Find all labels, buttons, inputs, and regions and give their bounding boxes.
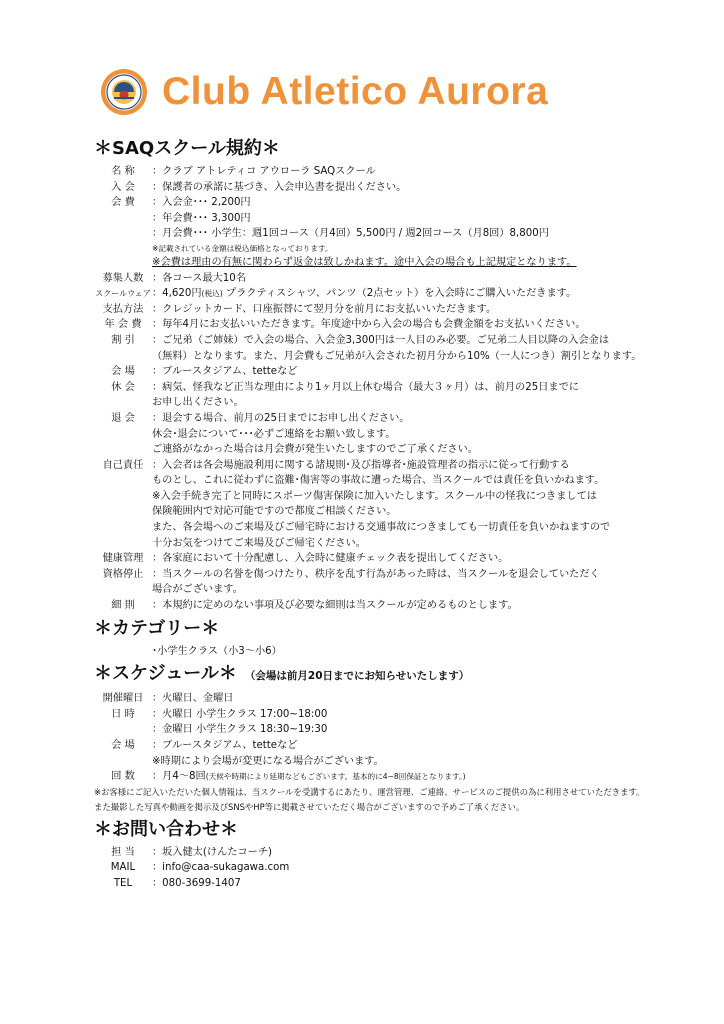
rule-value: 場合がございます。 [152,584,243,596]
schedule-venue [94,738,694,754]
rule-discount-cont [94,349,694,365]
rule-label: 資格停止 [102,568,144,580]
rule-value: 休会･退会について･･･必ずご連絡をお願い致します。 [152,428,396,440]
rule-note: ※会費は理由の有無に関わらず返金は致しかねます。途中入会の場合も上記規定となります。 [152,256,577,268]
privacy-note: また撮影した写真や動画を掲示及びSNSやHP等に掲載させていただく場合がございますので予めご了承ください。 [94,801,525,812]
rule-value: ：年会費･･･ 3,300円 [152,212,251,224]
rule-admission [94,180,694,196]
schedule-venue-notice: （会場は前月20日までにお知らせいたします） [244,670,470,683]
rule-withdraw-cont [94,442,694,458]
rule-value: プラクティスシャツ、パンツ（2点セット）を入会時にご購入いただきます。 [222,288,577,300]
schedule-days [94,691,694,707]
rule-label: 名 称 [111,166,135,177]
rule-value: ：毎年4月にお支払いいただきます。年度途中から入会の場合も会費金額をお支払いください。 [152,319,586,331]
schedule-label: 開催曜日 [102,693,144,705]
rule-value: お申し出ください。 [152,397,244,409]
rule-fees-tax-note [94,242,694,255]
rule-value: ものとし、これに従わずに盗難･傷害等の事故に遭った場合、当スクールでは責任を負いかねます。 [152,475,605,487]
rule-capacity [94,271,694,287]
rule-value: ：各コース最大10名 [152,272,246,284]
rule-label: 休 会 [111,381,135,393]
rule-value: 保険範囲内で対応可能ですので都度ご相談ください。 [152,506,397,518]
rule-value: ：ブルースタジアム、tetteなど [152,366,298,378]
rule-value: ご連絡がなかった場合は月会費が発生いたしますのでご了承ください。 [152,444,478,456]
schedule-times-cont [94,722,694,738]
rule-label: 割 引 [111,334,135,346]
rule-fees [94,195,694,211]
contact-value: ：坂入健太(けんたコーチ) [152,846,273,858]
rule-responsibility-cont [94,520,694,536]
rule-label: 自己責任 [102,459,144,471]
rule-suspension [94,567,694,583]
rule-responsibility-cont [94,473,694,489]
rule-annual-fee [94,317,694,333]
rule-discount [94,333,694,349]
rule-value: ：入会者は各会場施設利用に関する諸規則･及び指導者･施設管理者の指示に従って行動する [152,459,570,471]
rule-fees-refund-note [94,255,694,271]
contact-mail [94,860,694,876]
rule-value: ※入会手続き完了と同時にスポーツ傷害保険に加入いたします。スクール中の怪我につきましては [152,490,597,502]
rule-note: ※記載されている金額は税込価格となっております。 [152,243,333,253]
rule-fees-monthly [94,226,694,242]
rule-value: 十分お気をつけてご来場及びご帰宅ください。 [152,537,366,549]
privacy-note: ※お客様にご記入いただいた個人情報は、当スクールを受講するにあたり、運営管理、ご連絡、サービスのご提供の為に利用させていただきます。 [94,786,645,797]
rule-value: ：退会する場合、前月の25日までにお申し出ください。 [152,412,410,424]
contact-label: TEL [113,877,133,889]
rule-value: ：クレジットカード、口座振替にて翌月分を前月にお支払いいただきます。 [152,303,497,315]
contact-email[interactable]: ：info@caa-sukagawa.com [152,862,290,874]
schedule-value: ：月4～8回 [152,771,206,783]
rule-label: 支払方法 [102,303,144,315]
contact-tel [94,876,694,892]
schedule-label: 回 数 [111,771,135,783]
contact-label: 担 当 [111,846,135,858]
rule-responsibility-cont [94,504,694,520]
schedule-value: ：火曜日 小学生クラス 17:00~18:00 [152,708,328,720]
category-item [94,644,694,660]
schedule-heading [94,663,694,687]
rule-value: ：月会費･･･ 小学生：週1回コース（月4回）5,500円 / 週2回コース（月8回）8,800円 [152,228,549,240]
rule-value: ：本規約に定めのない事項及び必要な細則は当スクールが定めるものとします。 [152,600,518,612]
schedule-value: ：ブルースタジアム、tetteなど [152,740,298,751]
rule-label: 会 場 [111,366,135,378]
rule-value: ：ご兄弟（ご姉妹）で入会の場合、入会金3,300円は一人目のみ必要。ご兄弟二人目以降の入会金は [152,334,610,346]
rule-value: ：当スクールの名誉を傷つけたり、秩序を乱す行為があった時は、当スクールを退会していただく [152,568,600,580]
schedule-note: ※時期により会場が変更になる場合がございます。 [152,755,384,767]
category-heading: ＊カテゴリー＊ [94,617,220,639]
rule-withdraw [94,411,694,427]
rule-value: ：4,620円 [152,288,202,300]
rule-value: ：保護者の承諾に基づき、入会申込書を提出ください。 [152,181,407,193]
category-value: ･小学生クラス（小3～小6） [152,645,282,657]
club-name: Club Atletico Aurora [162,70,549,113]
rule-health [94,551,694,567]
rule-suspension-cont [94,582,694,598]
document-body [94,138,694,892]
rule-wear [94,286,694,302]
header [100,66,548,118]
rules-heading: ＊SAQスクール規約＊ [94,138,280,159]
rule-label: 健康管理 [102,553,144,565]
contact-person [94,845,694,861]
rule-value: また、各会場へのご来場及びご帰宅時における交通事故につきましても一切責任を負いかねますので [152,522,611,534]
schedule-times [94,707,694,723]
rule-name [94,164,694,180]
schedule-label: 会 場 [111,740,135,751]
rule-details [94,598,694,614]
schedule-title: ＊スケジュール＊ [94,663,237,685]
schedule-value: ：火曜日、金曜日 [152,693,234,705]
rule-responsibility [94,458,694,474]
rule-label: 入 会 [111,181,135,193]
rule-label: 細 則 [111,600,135,612]
rule-withdraw-cont [94,427,694,443]
rule-responsibility-cont [94,489,694,505]
rule-payment [94,302,694,318]
rule-value: （無料）となります。また、月会費もご兄弟が入会された初月分から10%（一人につき）割引となります。 [152,350,642,362]
rule-label: 年 会 費 [104,319,142,331]
schedule-note: (天候や時期により延期などもございます。基本的に4~8回保証となります。) [205,772,466,782]
rule-value: ：病気、怪我など正当な理由により1ヶ月以上休む場合（最大３ヶ月）は、前月の25日までに [152,381,579,393]
contact-heading: ＊お問い合わせ＊ [94,818,238,840]
rule-value: ：クラブ アトレティコ アウローラ SAQスクール [152,166,376,177]
rule-label: スクールウェア [95,289,151,299]
club-logo-icon [100,68,148,116]
rule-label: 募集人数 [102,272,144,284]
tax-label: (税込) [201,289,223,299]
schedule-count [94,769,694,785]
rule-value: ：入会金･･･ 2,200円 [152,197,251,209]
rule-fees-annual [94,211,694,227]
schedule-label: 日 時 [111,708,135,720]
schedule-value: ：金曜日 小学生クラス 18:30~19:30 [152,724,328,736]
rule-label: 会 費 [111,197,135,209]
contact-phone[interactable]: ：080-3699-1407 [152,877,241,889]
contact-label: MAIL [110,862,136,874]
rule-leave-cont [94,395,694,411]
rule-venue [94,364,694,380]
rule-value: ：各家庭において十分配慮し、入会時に健康チェック表を提出してください。 [152,553,509,565]
rule-responsibility-cont [94,536,694,552]
schedule-venue-note [94,754,694,770]
rule-label: 退 会 [111,412,135,424]
rule-leave [94,380,694,396]
